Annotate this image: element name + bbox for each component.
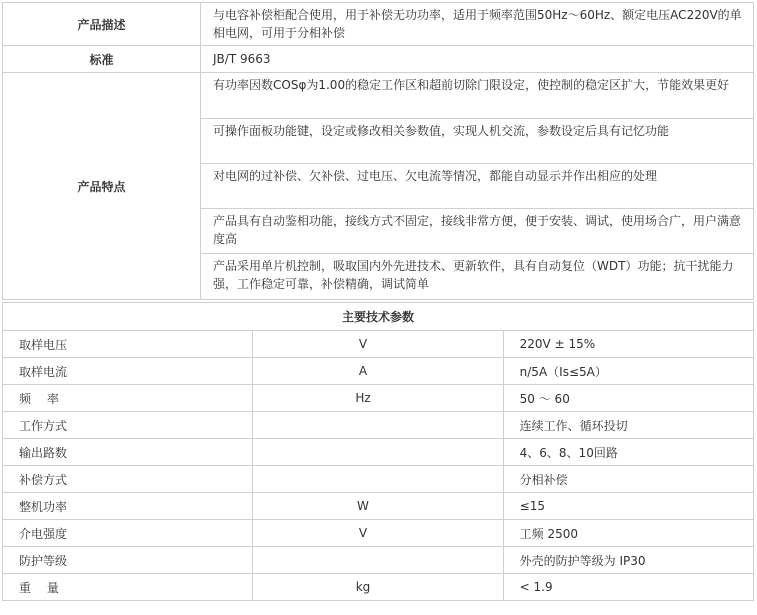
param-unit	[253, 412, 503, 439]
param-value: 工频 2500	[503, 520, 753, 547]
specs-title: 主要技术参数	[3, 303, 754, 331]
param-unit: kg	[253, 574, 503, 601]
param-value: ≤15	[503, 493, 753, 520]
description-row	[3, 3, 754, 46]
description-text: 与电容补偿柜配合使用，用于补偿无功功率，适用于频率范围50Hz～60Hz、额定电压AC220V的单相电网，可用于分相补偿	[201, 3, 754, 46]
table-row	[3, 412, 754, 439]
feature-item: 产品采用单片机控制，吸取国内外先进技术、更新软件，具有自动复位（WDT）功能；抗干扰能力强，工作稳定可靠，补偿精确，调试简单	[213, 259, 734, 291]
table-row	[3, 574, 754, 601]
features-row	[3, 73, 754, 300]
param-value: 连续工作、循环投切	[503, 412, 753, 439]
param-name: 防护等级	[3, 547, 253, 574]
feature-item: 可操作面板功能键，设定或修改相关参数值，实现人机交流，参数设定后具有记忆功能	[201, 119, 753, 164]
param-value: 4、6、8、10回路	[503, 439, 753, 466]
specs-header-row	[3, 303, 754, 331]
param-unit	[253, 439, 503, 466]
param-value: 50 ～ 60	[503, 385, 753, 412]
param-name: 工作方式	[3, 412, 253, 439]
param-unit: V	[253, 520, 503, 547]
description-label: 产品描述	[3, 3, 201, 46]
table-row	[3, 466, 754, 493]
param-unit: Hz	[253, 385, 503, 412]
param-value: 外壳的防护等级为 IP30	[503, 547, 753, 574]
param-value: n/5A（Is≤5A）	[503, 358, 753, 385]
param-unit: V	[253, 331, 503, 358]
param-name: 取样电流	[3, 358, 253, 385]
features-label: 产品特点	[3, 73, 201, 300]
table-row	[3, 331, 754, 358]
feature-item: 产品具有自动鉴相功能，接线方式不固定，接线非常方便，便于安装、调试，使用场合广，用户满意度高	[201, 209, 753, 254]
table-row	[3, 520, 754, 547]
param-name: 重 量	[3, 574, 253, 601]
table-row	[3, 547, 754, 574]
param-unit	[253, 547, 503, 574]
standard-value: JB/T 9663	[201, 46, 754, 73]
table-row	[3, 439, 754, 466]
param-name: 输出路数	[3, 439, 253, 466]
standard-row	[3, 46, 754, 73]
specs-table	[2, 302, 754, 601]
param-unit: W	[253, 493, 503, 520]
param-value: 分相补偿	[503, 466, 753, 493]
param-name: 取样电压	[3, 331, 253, 358]
param-name: 频 率	[3, 385, 253, 412]
feature-item: 有功率因数COSφ为1.00的稳定工作区和超前切除门限设定，使控制的稳定区扩大，节能效果更好	[201, 73, 753, 119]
table-row	[3, 358, 754, 385]
param-name: 整机功率	[3, 493, 253, 520]
param-unit: A	[253, 358, 503, 385]
param-value: 220V ± 15%	[503, 331, 753, 358]
param-name: 补偿方式	[3, 466, 253, 493]
feature-item: 对电网的过补偿、欠补偿、过电压、欠电流等情况，都能自动显示并作出相应的处理	[201, 164, 753, 209]
table-row	[3, 385, 754, 412]
table-row	[3, 493, 754, 520]
standard-label: 标准	[3, 46, 201, 73]
param-unit	[253, 466, 503, 493]
param-value: < 1.9	[503, 574, 753, 601]
overview-table	[2, 2, 754, 300]
param-name: 介电强度	[3, 520, 253, 547]
features-list	[201, 73, 754, 300]
